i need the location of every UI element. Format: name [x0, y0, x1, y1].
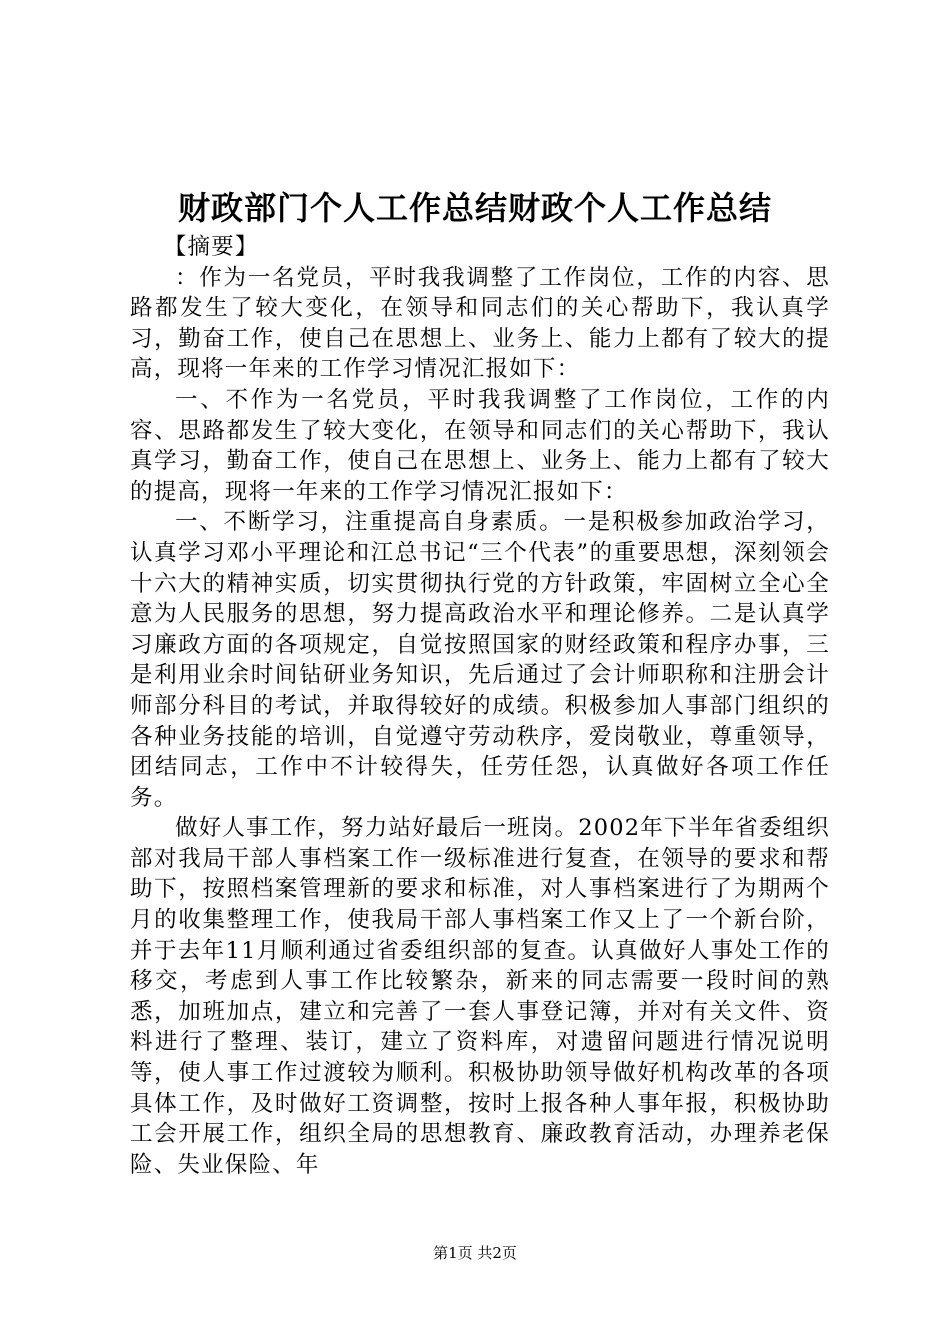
abstract-label: 【摘要】 — [163, 234, 259, 260]
paragraph-abstract: ：作为一名党员，平时我我调整了工作岗位，工作的内容、思路都发生了较大变化，在领导和同志们的关心帮助下，我认真学习，勤奋工作，使自己在思想上、业务上、能力上都有了较大的提高，现将一年来的工作学习情况汇报如下： — [130, 264, 830, 383]
page-number-footer: 第1页 共2页 — [433, 1244, 517, 1262]
paragraph-3: 做好人事工作，努力站好最后一班岗。2002年下半年省委组织部对我局干部人事档案工作一级标准进行复查，在领导的要求和帮助下，按照档案管理新的要求和标准，对人事档案进行了为期两个月的收集整理工作，使我局干部人事档案工作又上了一个新台阶，并于去年11月顺利通过省委组织部的复查。认真做好人事处工作的移交，考虑到人事工作比较繁杂，新来的同志需要一段时间的熟悉，加班加点，建立和完善了一套人事登记簿，并对有关文件、资料进行了整理、装订，建立了资料库，对遗留问题进行情况说明等，使人事工作过渡较为顺利。积极协助领导做好机构改革的各项具体工作，及时做好工资调整，按时上报各种人事年报，积极协助工会开展工作，组织全局的思想教育、廉政教育活动，办理养老保险、失业保险、年 — [130, 815, 830, 1178]
document-title: 财政部门个人工作总结财政个人工作总结 — [177, 189, 772, 227]
paragraph-1: 一、不作为一名党员，平时我我调整了工作岗位，工作的内容、思路都发生了较大变化，在领导和同志们的关心帮助下，我认真学习，勤奋工作，使自己在思想上、业务上、能力上都有了较大的提高，现将一年来的工作学习情况汇报如下： — [130, 386, 830, 505]
document-body — [130, 232, 830, 1180]
paragraph-2: 一、不断学习，注重提高自身素质。一是积极参加政治学习，认真学习邓小平理论和江总书记“三个代表”的重要思想，深刻领会十六大的精神实质，切实贯彻执行党的方针政策，牢固树立全心全意为人民服务的思想，努力提高政治水平和理论修养。二是认真学习廉政方面的各项规定，自觉按照国家的财经政策和程序办事，三是利用业余时间钻研业务知识，先后通过了会计师职称和注册会计师部分科目的考试，并取得较好的成绩。积极参加人事部门组织的各种业务技能的培训，自觉遵守劳动秩序，爱岗敬业，尊重领导，团结同志，工作中不计较得失，任劳任怨，认真做好各项工作任务。 — [130, 509, 830, 811]
